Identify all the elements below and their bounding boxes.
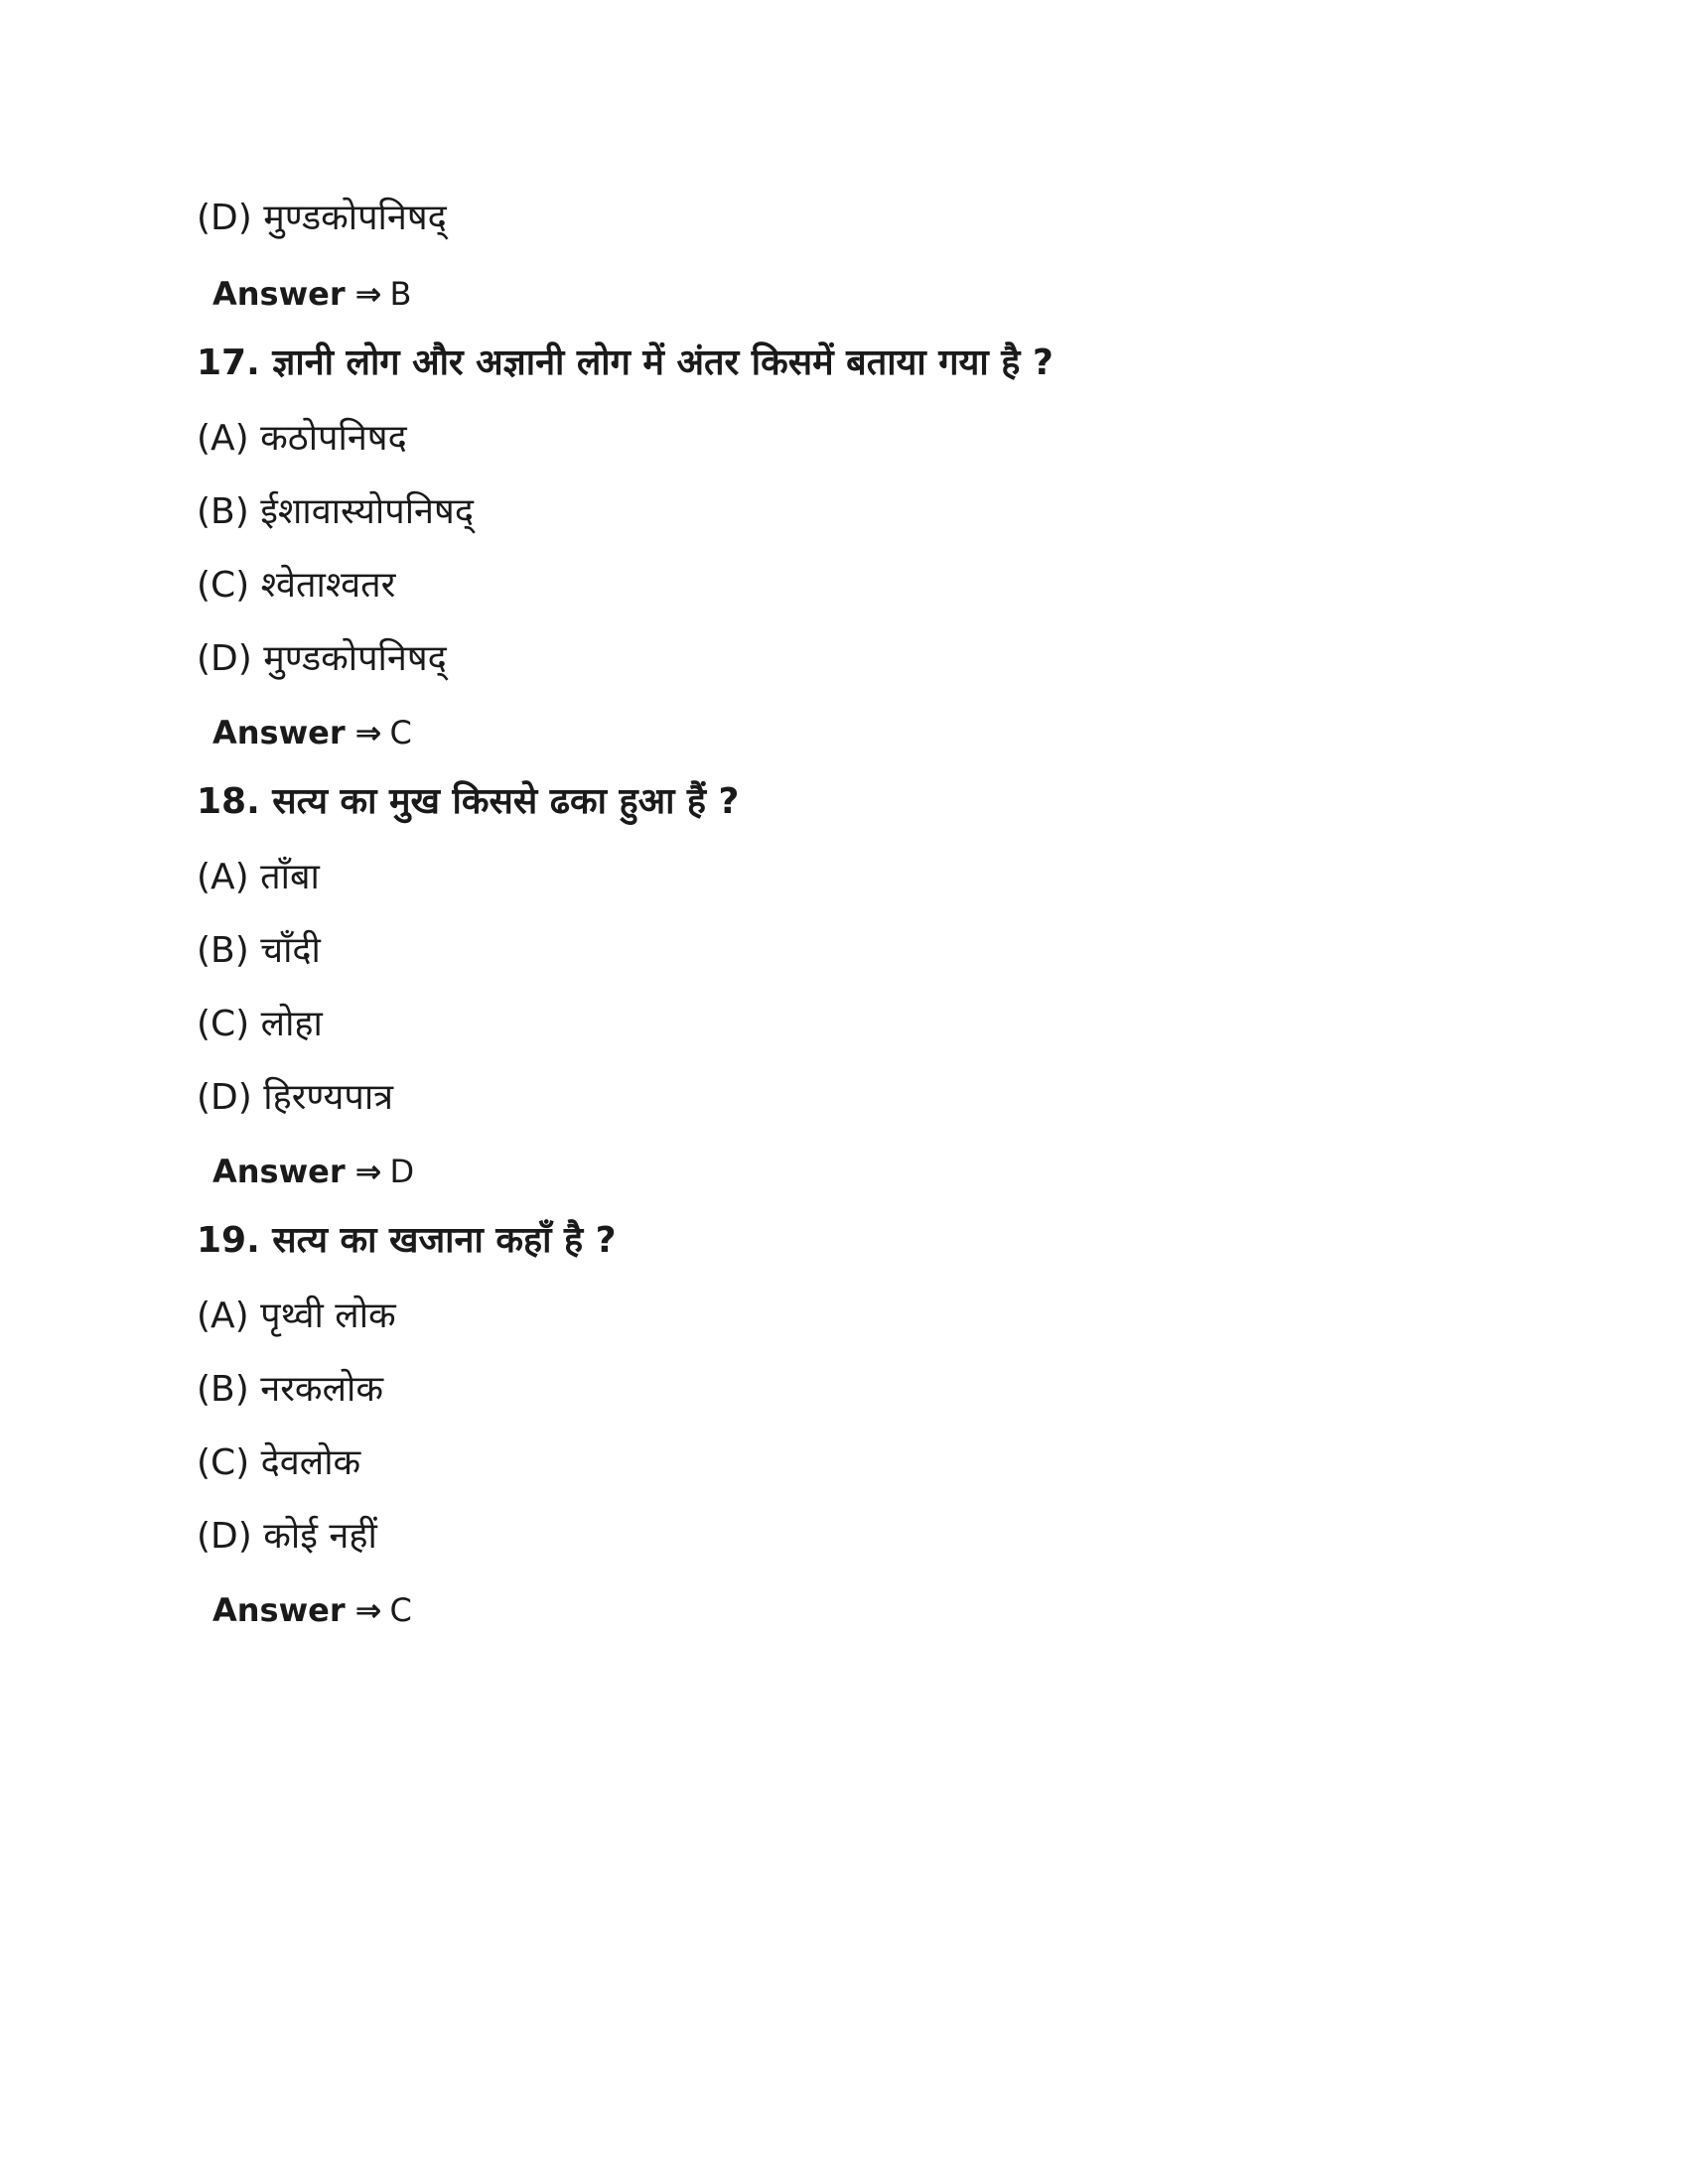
answer-value: C — [389, 714, 412, 751]
question-19-option-d: (D) कोई नहीं — [197, 1516, 377, 1557]
question-19-option-c: (C) देवलोक — [197, 1442, 361, 1483]
question-19-option-b: (B) नरकलोक — [197, 1369, 383, 1410]
answer-value: D — [389, 1153, 415, 1190]
answer-label: Answer — [212, 1591, 346, 1629]
question-17-option-d: (D) मुण्डकोपनिषद् — [197, 638, 447, 679]
answer-arrow-icon: ⇒ — [354, 1591, 382, 1629]
question-18-option-c: (C) लोहा — [197, 1004, 323, 1044]
question-18-option-a: (A) ताँबा — [197, 857, 320, 897]
answer-value: C — [389, 1591, 412, 1629]
question-18-answer — [212, 1153, 415, 1190]
question-18-title: 18. सत्य का मुख किससे ढका हुआ हैं ? — [197, 781, 740, 822]
question-17-option-a: (A) कठोपनिषद — [197, 418, 407, 459]
question-19-answer — [212, 1591, 412, 1629]
answer-arrow-icon: ⇒ — [354, 1153, 382, 1190]
answer-label: Answer — [212, 714, 346, 751]
answer-label: Answer — [212, 1153, 346, 1190]
question-17-answer — [212, 714, 412, 751]
question-18-option-d: (D) हिरण्यपात्र — [197, 1077, 394, 1118]
answer-arrow-icon: ⇒ — [354, 714, 382, 751]
question-19-title: 19. सत्य का खजाना कहाँ है ? — [197, 1220, 617, 1261]
question-17-title: 17. ज्ञानी लोग और अज्ञानी लोग में अंतर किसमें बताया गया है ? — [197, 342, 1054, 383]
question-19-option-a: (A) पृथ्वी लोक — [197, 1296, 396, 1336]
answer-label: Answer — [212, 275, 346, 313]
answer-value: B — [389, 275, 412, 313]
question-17-option-b: (B) ईशावास्योपनिषद् — [197, 491, 474, 532]
question-18-option-b: (B) चाँदी — [197, 930, 321, 971]
prev-answer — [212, 275, 412, 313]
question-17-option-c: (C) श्वेताश्वतर — [197, 565, 396, 606]
answer-arrow-icon: ⇒ — [354, 275, 382, 313]
prev-option-d: (D) मुण्डकोपनिषद् — [197, 198, 447, 238]
